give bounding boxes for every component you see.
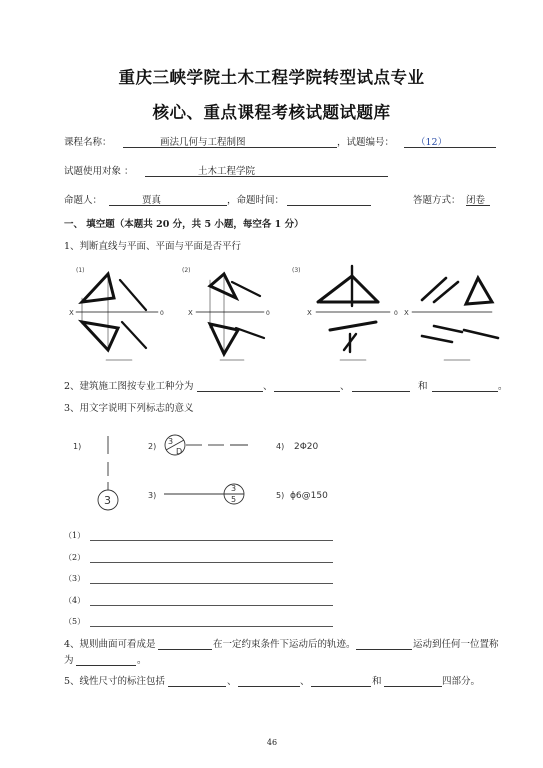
answer-label: 答题方式： xyxy=(413,195,461,206)
figure-3-axis-o: 0 xyxy=(394,310,398,317)
q4-blank-2 xyxy=(356,649,412,650)
time-label: ，命题时间： xyxy=(227,195,285,206)
q2-sep-3: 和 xyxy=(418,381,428,392)
q2-blank-3 xyxy=(352,391,410,392)
author-label: 命题人： xyxy=(64,195,103,206)
answer-4-label: （4） xyxy=(64,596,86,605)
figure-3-axis-x: X xyxy=(307,309,312,317)
question-3: 3、用文字说明下列标志的意义 xyxy=(64,403,194,414)
symbol-5-text: ϕ6@150 xyxy=(290,491,328,501)
q4-blank-3 xyxy=(76,665,136,666)
answer-value: 闭卷 xyxy=(466,195,486,206)
page-number: 46 xyxy=(266,738,278,747)
q5-sep-1: 、 xyxy=(227,676,237,687)
figure-4-axis-x: X xyxy=(404,309,409,317)
question-4-c: 运动到任何一位置称 xyxy=(413,639,499,650)
question-4-b: 在一定约束条件下运动后的轨迹。 xyxy=(213,639,356,650)
q2-blank-2 xyxy=(274,391,340,392)
course-label: 课程名称： xyxy=(64,137,112,148)
projection-figures xyxy=(60,258,500,370)
q5-blank-4 xyxy=(384,686,442,687)
q2-sep-1: 、 xyxy=(263,381,273,392)
answer-5-line[interactable] xyxy=(90,626,333,627)
answer-2-line[interactable] xyxy=(90,562,333,563)
question-5-prefix: 5、线性尺寸的标注包括 xyxy=(64,676,166,687)
question-1: 1、判断直线与平面、平面与平面是否平行 xyxy=(64,241,242,252)
figure-3-line xyxy=(330,322,376,330)
figure-4-triangle xyxy=(466,278,492,304)
target-underline xyxy=(145,176,388,177)
time-underline xyxy=(287,205,371,206)
figure-2-triangle-top xyxy=(210,274,236,298)
answer-4-line[interactable] xyxy=(90,605,333,606)
target-label: 试题使用对象 ： xyxy=(64,166,134,177)
symbol-1-label: 1) xyxy=(73,442,82,451)
answer-3-line[interactable] xyxy=(90,583,333,584)
figure-3-label: (3) xyxy=(292,267,301,274)
author-value: 贾真 xyxy=(142,195,162,206)
title-line-2: 核心、重点课程考核试题试题库 xyxy=(152,103,391,122)
author-underline xyxy=(109,205,227,206)
target-value: 土木工程学院 xyxy=(198,166,256,177)
symbol-3-top: 3 xyxy=(231,484,237,493)
answer-1-label: （1） xyxy=(64,531,86,540)
figure-2-axis-o: 0 xyxy=(266,310,270,317)
answer-1-line[interactable] xyxy=(90,540,333,541)
symbol-4-text: 2Φ20 xyxy=(294,442,319,452)
symbol-2-top: 3 xyxy=(168,437,174,446)
question-4-a: 4、规则曲面可看成是 xyxy=(64,639,156,650)
q4-blank-1 xyxy=(158,649,212,650)
q2-end: 。 xyxy=(498,381,508,392)
answer-3-label: （3） xyxy=(64,574,86,583)
figure-1-label: (1) xyxy=(76,267,85,274)
figure-1-axis-x: X xyxy=(69,309,74,317)
figure-2-axis-x: X xyxy=(188,309,193,317)
exam-no-label: ，试题编号： xyxy=(337,137,395,148)
question-4-end: 。 xyxy=(137,655,147,666)
title-line-1: 重庆三峡学院土木工程学院转型试点专业 xyxy=(118,68,425,87)
figure-1-triangle-top xyxy=(82,274,114,302)
answer-5-label: （5） xyxy=(64,617,86,626)
figure-2-label: (2) xyxy=(182,267,191,274)
course-value: 画法几何与工程制图 xyxy=(160,137,246,148)
symbol-2-label: 2) xyxy=(148,442,157,451)
figure-3-roof xyxy=(318,276,378,302)
question-2-prefix: 2、建筑施工图按专业工种分为 xyxy=(64,381,194,392)
q5-sep-3: 和 xyxy=(372,676,382,687)
q5-blank-3 xyxy=(311,686,371,687)
exam-no-value: （12） xyxy=(416,137,448,148)
q5-blank-1 xyxy=(168,686,226,687)
symbols-figure xyxy=(60,428,380,528)
figure-1-triangle-bottom xyxy=(82,322,118,350)
question-4-d: 为 xyxy=(64,655,74,666)
symbol-2-bottom: D xyxy=(176,447,183,456)
q2-blank-1 xyxy=(197,391,263,392)
q2-sep-2: 、 xyxy=(340,381,350,392)
answer-2-label: （2） xyxy=(64,553,86,562)
q2-blank-4 xyxy=(432,391,498,392)
symbol-1-number: 3 xyxy=(104,494,111,507)
symbol-3-bottom: 5 xyxy=(231,495,237,504)
symbol-5-label: 5) xyxy=(276,491,285,500)
section-heading: 一、 填空题（本题共 20 分，共 5 小题，每空各 1 分） xyxy=(64,219,304,230)
q5-blank-2 xyxy=(238,686,300,687)
symbol-3-label: 3) xyxy=(148,491,157,500)
symbol-4-label: 4) xyxy=(276,442,285,451)
q5-sep-2: 、 xyxy=(300,676,310,687)
q5-end: 四部分。 xyxy=(442,676,481,687)
figure-1-axis-o: 0 xyxy=(160,310,164,317)
